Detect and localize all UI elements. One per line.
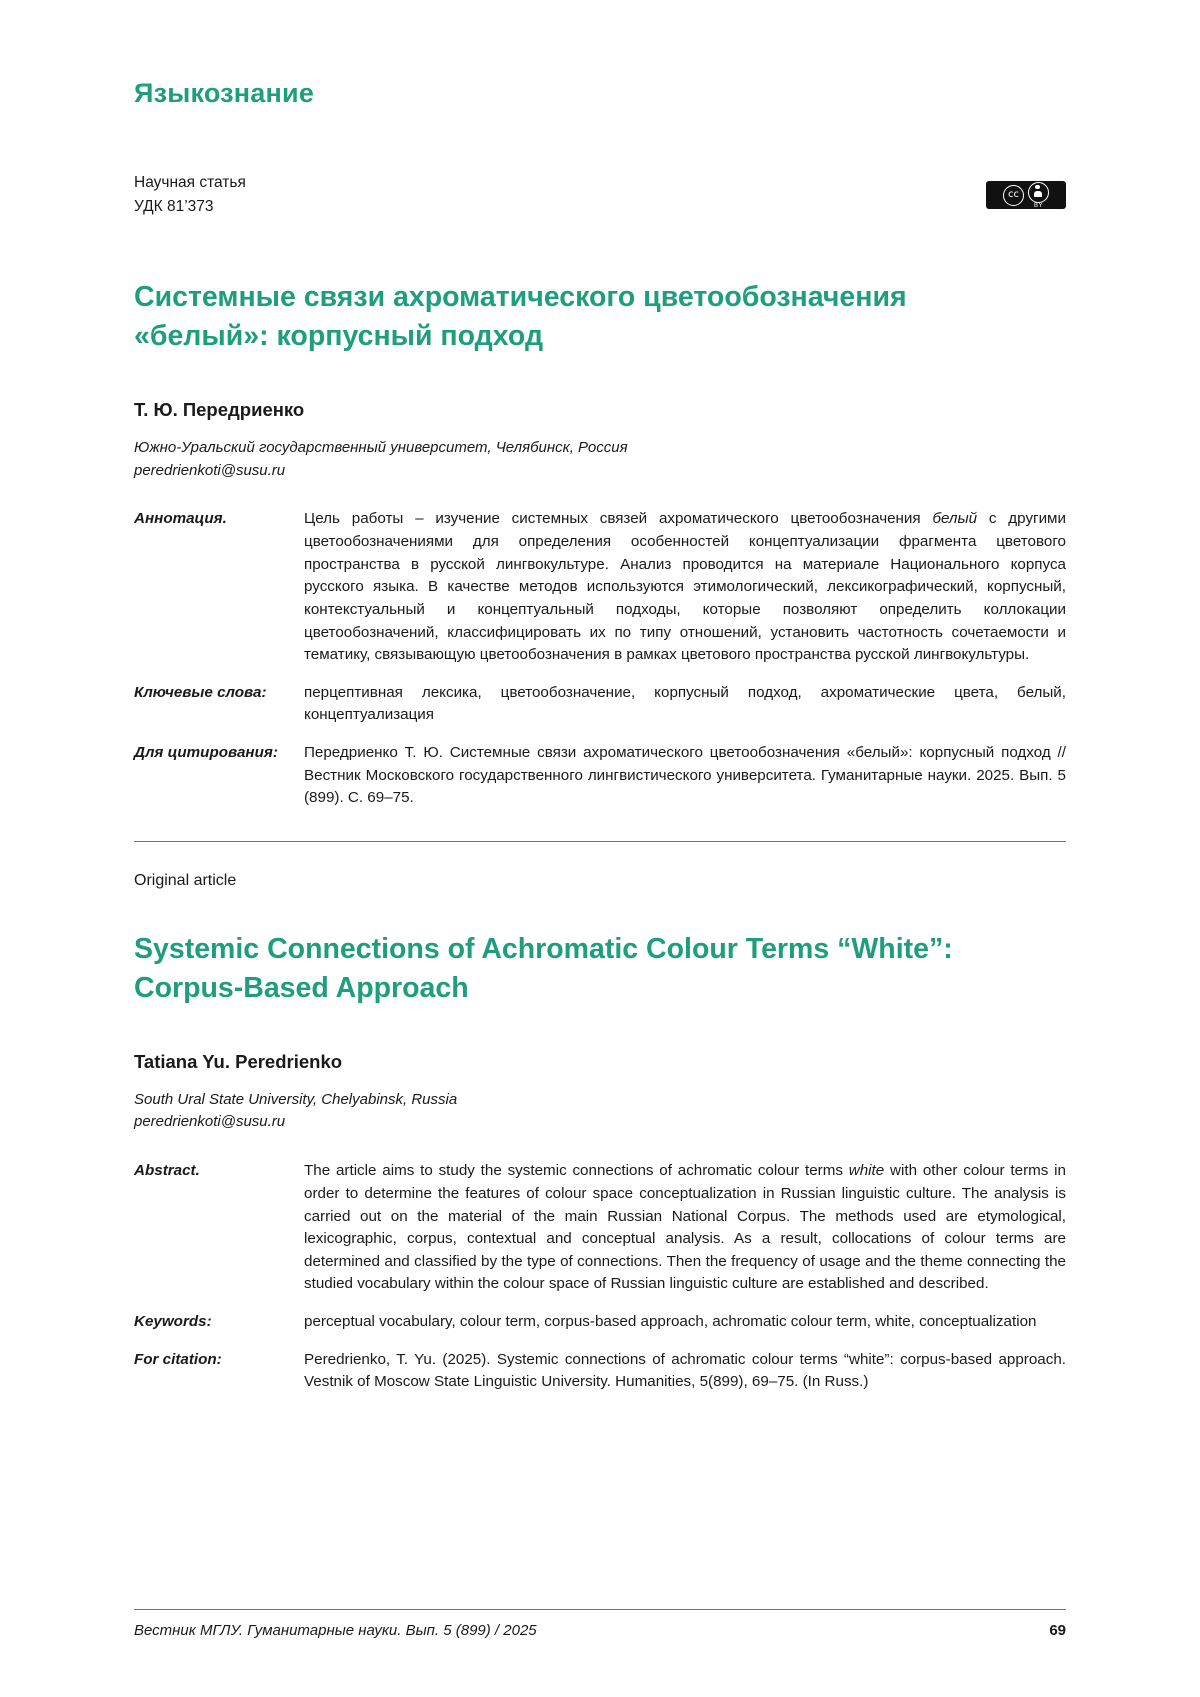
abstract-label-en: Abstract.	[134, 1162, 200, 1180]
footer-journal-info: Вестник МГЛУ. Гуманитарные науки. Вып. 5 (899) / 2025	[134, 1622, 537, 1639]
abstract-row-en	[134, 1160, 1066, 1311]
section-divider	[134, 841, 1066, 842]
abstract-row-ru	[134, 508, 1066, 681]
article-title-en: Systemic Connections of Achromatic Colour Terms “White”: Corpus-Based Approach	[134, 933, 953, 1005]
section-heading: Языкознание	[134, 78, 315, 108]
abstract-table-en	[134, 1160, 1066, 1409]
affiliation-en	[134, 1089, 1066, 1135]
abstract-table-ru	[134, 508, 1066, 825]
citation-label-ru: Для цитирования:	[134, 744, 278, 762]
keywords-row-en	[134, 1311, 1066, 1349]
citation-label-en: For citation:	[134, 1350, 222, 1368]
author-name-en: Tatiana Yu. Peredrienko	[134, 1050, 343, 1072]
article-meta-row	[134, 171, 1066, 218]
author-name-ru: Т. Ю. Передриенко	[134, 398, 305, 420]
abstract-part2-ru: с другими цветообозначениями для определения особенностей концептуализации фрагмента цветового пространства в русской лингвокультуре. Анализ проводится на материале Национального корпуса русского языка. В качестве методов используются этимологический, лексикографический, корпусный, контекстуальный и концептуальный подходы, которые позволяют определить коллокации цветообозначений, классифицировать их по типу отношений, установить частотность сочетаемости и тематику, связывающую цветообозначения в рамках цветового пространства русской лингвокультуры.	[304, 510, 1066, 664]
abstract-text-en	[304, 1160, 1066, 1311]
keywords-text-en: perceptual vocabulary, colour term, corpus-based approach, achromatic colour term, white, conceptualization	[304, 1313, 1037, 1331]
footer-page-number: 69	[1049, 1622, 1066, 1639]
abstract-label-ru: Аннотация.	[134, 510, 227, 528]
original-article-label: Original article	[134, 872, 237, 890]
creative-commons-icon	[986, 181, 1066, 209]
keywords-row-ru	[134, 682, 1066, 742]
author-email-en[interactable]: peredrienkoti@susu.ru	[134, 1113, 286, 1131]
keywords-text-ru: перцептивная лексика, цветообозначение, корпусный подход, ахроматические цвета, белый, концептуализация	[304, 683, 1066, 724]
article-type: Научная статья	[134, 174, 246, 191]
citation-text-en: Peredrienko, T. Yu. (2025). Systemic connections of achromatic colour terms “white”: corpus-based approach. Vestnik of Moscow State Linguistic University. Humanities, 5(899), 69–75. (In Russ.)	[304, 1350, 1066, 1391]
keywords-label-en: Keywords:	[134, 1313, 212, 1331]
citation-text-ru: Передриенко Т. Ю. Системные связи ахроматического цветообозначения «белый»: корпусный подход // Вестник Московского государственного лингвистического университета. Гуманитарные науки. 2025. Вып. 5 (899). С. 69–75.	[304, 744, 1066, 807]
abstract-part1-ru: Цель работы – изучение системных связей ахроматического цветообозначения	[304, 510, 933, 528]
affiliation-ru	[134, 437, 1066, 483]
cc-by-icon	[1028, 182, 1049, 209]
abstract-part2-en: with other colour terms in order to determine the features of colour space conceptualization in Russian linguistic culture. The analysis is carried out on the material of the main Russian National Corpus. The methods used are etymological, lexicographic, corpus, contextual and conceptual analysis. As a result, collocations of colour terms are determined and classified by the type of connections. Then the frequency of usage and the theme connecting the studied vocabulary within the colour space of Russian linguistic culture are established and described.	[304, 1162, 1066, 1293]
affiliation-text-en: South Ural State University, Chelyabinsk, Russia	[134, 1090, 458, 1108]
abstract-text-ru	[304, 508, 1066, 681]
cc-by-label: BY	[1033, 202, 1043, 209]
abstract-italic-ru: белый	[932, 510, 978, 528]
keywords-label-ru: Ключевые слова:	[134, 683, 267, 701]
page-footer	[134, 1609, 1066, 1639]
author-email-ru[interactable]: peredrienkoti@susu.ru	[134, 461, 286, 479]
citation-row-en	[134, 1349, 1066, 1409]
abstract-italic-en: white	[848, 1162, 885, 1180]
person-icon	[1028, 182, 1049, 203]
affiliation-text-ru: Южно-Уральский государственный университет, Челябинск, Россия	[134, 438, 628, 456]
citation-row-ru	[134, 742, 1066, 825]
article-title-ru: Системные связи ахроматического цветообозначения «белый»: корпусный подход	[134, 281, 907, 353]
article-meta-left	[134, 171, 246, 218]
cc-circle-icon: cc	[1003, 185, 1024, 206]
udk-code: УДК 81’373	[134, 197, 214, 215]
abstract-part1-en: The article aims to study the systemic connections of achromatic colour terms	[304, 1162, 849, 1180]
